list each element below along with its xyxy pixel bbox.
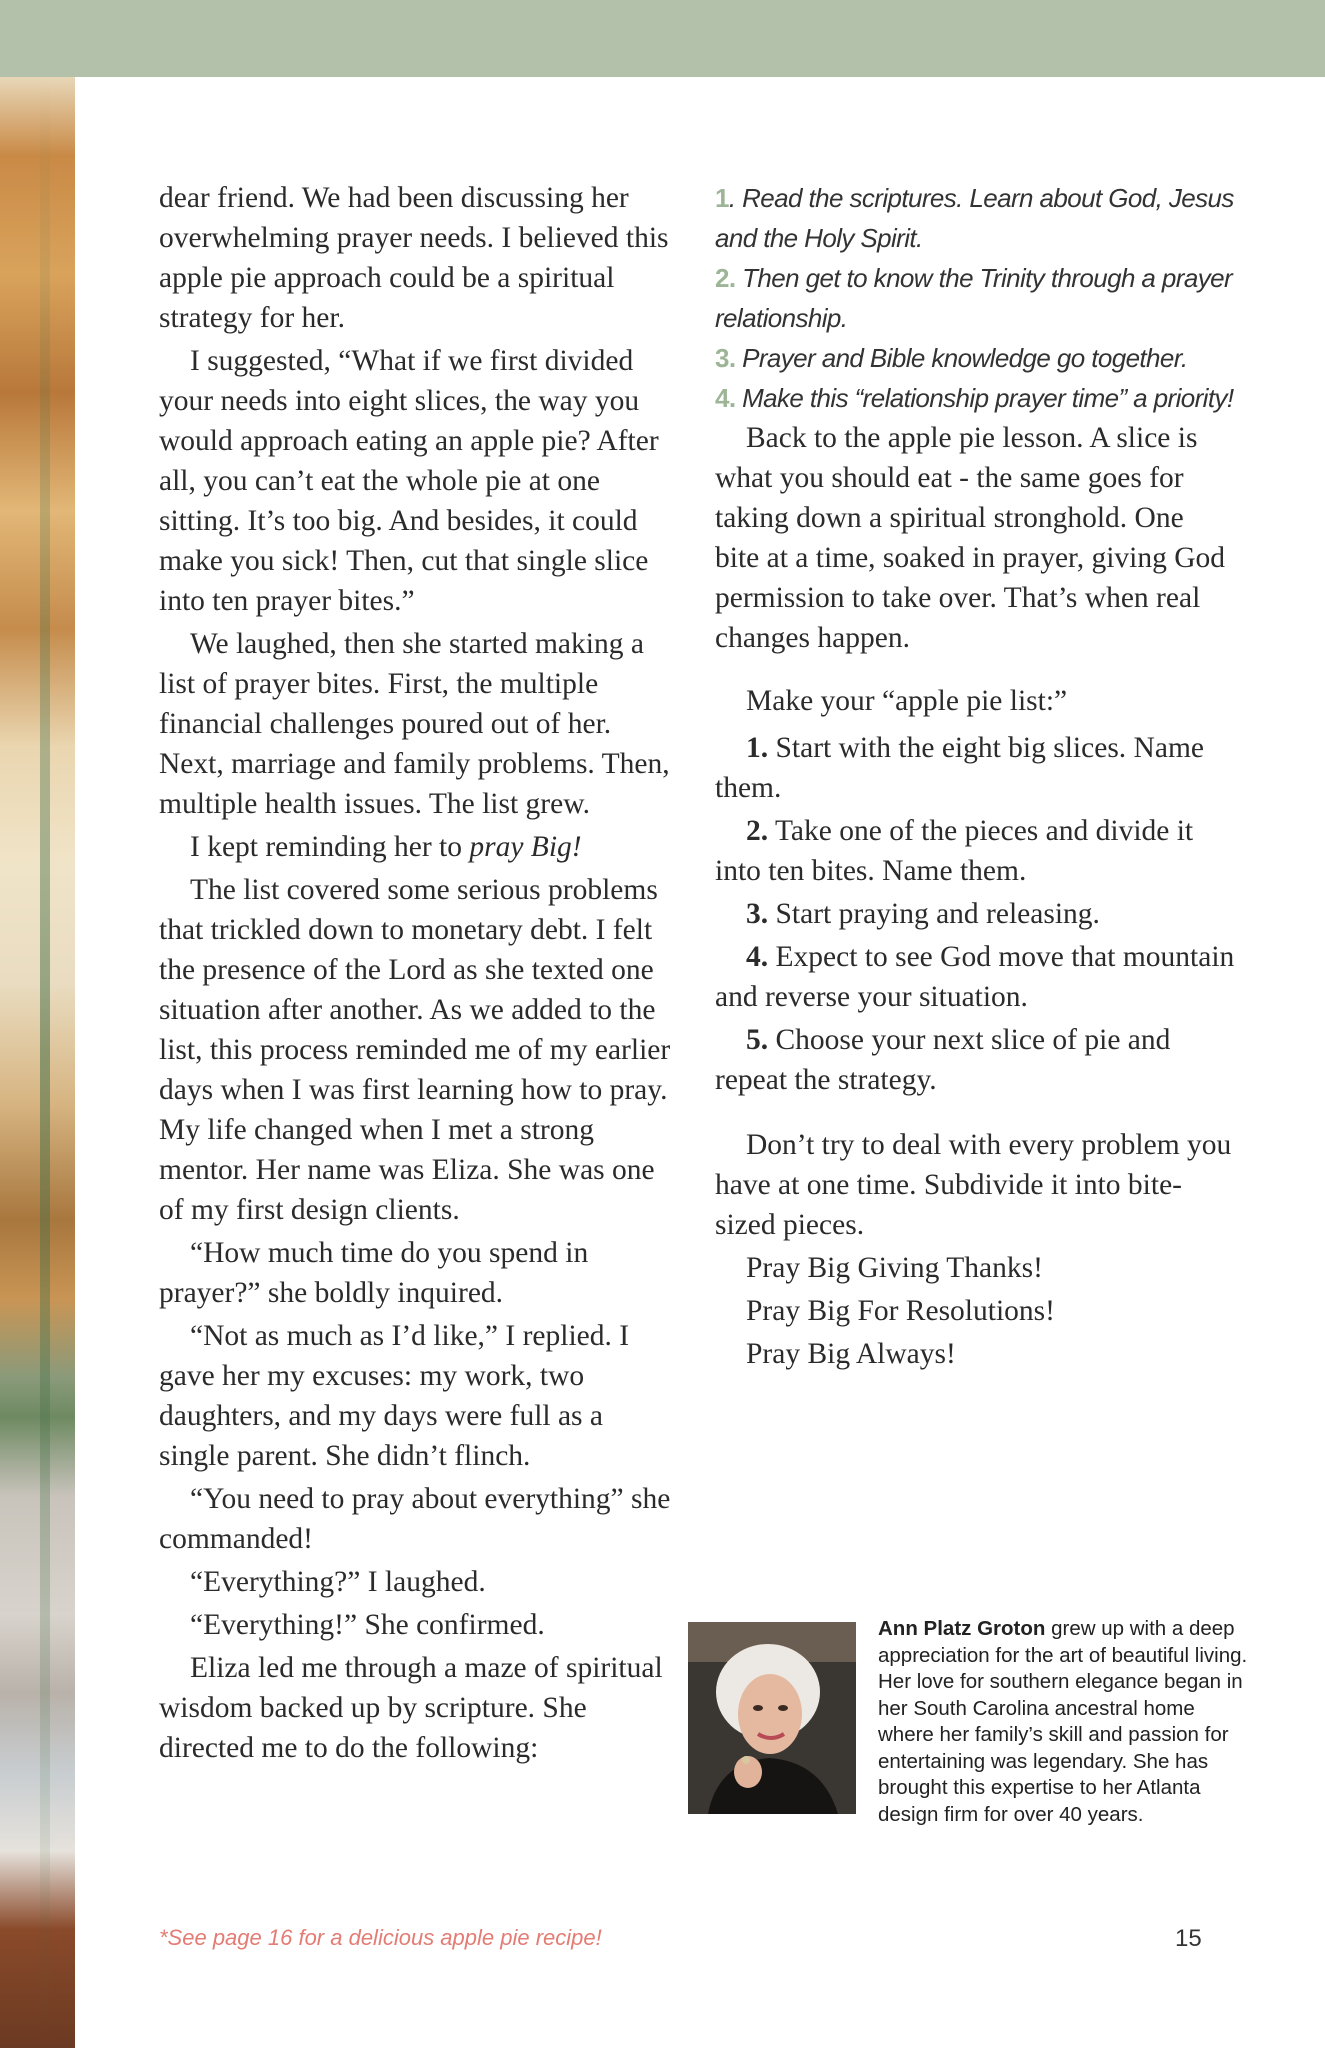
right-column (715, 178, 1235, 1377)
paragraph: “Everything?” I laughed. (190, 1566, 486, 1598)
paragraph-text: I kept reminding her to (190, 831, 470, 863)
author-photo (688, 1622, 856, 1814)
paragraph: Back to the apple pie lesson. A slice is what you should eat - the same goes for taking down a spiritual stronghold. One bite at a time, soaked in prayer, giving God permission to take over. That’s when real changes happen. (715, 422, 1226, 654)
list-text: Prayer and Bible knowledge go together. (735, 343, 1188, 373)
paragraph: Don’t try to deal with every problem you have at one time. Subdivide it into bite-sized pieces. (715, 1129, 1232, 1241)
list-number: 4. (715, 383, 736, 413)
paragraph: The list covered some serious problems that trickled down to monetary debt. I felt the presence of the Lord as she texted one situation after another. As we added to the list, this process reminded me of my earlier days when I was first learning how to pray. My life changed when I met a strong mentor. Her name was Eliza. She was one of my first design clients. (159, 874, 671, 1226)
list-text: Expect to see God move that mountain and reverse your situation. (715, 941, 1235, 1013)
paragraph: Make your “apple pie list:” (746, 685, 1068, 717)
author-bio-text: grew up with a deep appreciation for the art of beautiful living. Her love for southern elegance began in her South Carolina ancestral home where her family’s skill and passion for entertaining was legendary. She has brought this expertise to her Atlanta design firm for over 40 years. (878, 1617, 1248, 1826)
list-number: 3. (746, 898, 769, 930)
paragraph: I suggested, “What if we first divided your needs into eight slices, the way you would approach eating an apple pie? After all, you can’t eat the whole pie at one sitting. It’s too big. And besides, it could make you sick! Then, cut that single slice into ten prayer bites.” (159, 345, 659, 617)
list-separator: . (728, 183, 736, 213)
apple-pie-list-item (715, 937, 1235, 1017)
list-number: 2. (746, 815, 769, 847)
footnote: *See page 16 for a delicious apple pie recipe! (159, 1925, 602, 1950)
list-text: Then get to know the Trinity through a prayer relationship. (715, 263, 1233, 333)
closing-line: Pray Big Always! (746, 1338, 956, 1370)
paragraph: “Not as much as I’d like,” I replied. I gave her my excuses: my work, two daughters, and my days were full as a single parent. She didn’t flinch. (159, 1320, 630, 1472)
list-number: 4. (746, 941, 769, 973)
paragraph (159, 827, 679, 867)
author-bio (878, 1616, 1250, 1828)
left-column (159, 178, 679, 1771)
list-number: 3. (715, 343, 736, 373)
scripture-list-item (715, 258, 1235, 338)
list-text: Start praying and releasing. (768, 898, 1100, 930)
page-number: 15 (1175, 1925, 1202, 1952)
author-portrait-icon (688, 1622, 856, 1814)
list-number: 1. (746, 732, 769, 764)
list-text: Take one of the pieces and divide it into ten bites. Name them. (715, 815, 1194, 887)
apple-pie-list-item (715, 894, 1235, 934)
apple-pie-list-item (715, 728, 1235, 808)
apple-pie-list-item (715, 1020, 1235, 1100)
author-name: Ann Platz Groton (878, 1617, 1046, 1640)
apple-pie-list-item (715, 811, 1235, 891)
closing-line: Pray Big Giving Thanks! (746, 1252, 1043, 1284)
scripture-list-item (715, 178, 1235, 258)
paragraph: Eliza led me through a maze of spiritual wisdom backed up by scripture. She directed me to do the following: (159, 1652, 663, 1764)
list-text: Make this “relationship prayer time” a priority! (735, 383, 1234, 413)
paragraph: “You need to pray about everything” she commanded! (159, 1483, 671, 1555)
scripture-list-item (715, 338, 1235, 378)
scripture-list-item (715, 378, 1235, 418)
paragraph: “How much time do you spend in prayer?” she boldly inquired. (159, 1237, 589, 1309)
list-number: 2. (715, 263, 736, 293)
emphasis-text: pray Big! (469, 831, 582, 863)
paragraph: dear friend. We had been discussing her overwhelming prayer needs. I believed this apple pie approach could be a spiritual strategy for her. (159, 182, 669, 334)
top-color-bar (0, 0, 1325, 77)
list-text: Start with the eight big slices. Name them. (715, 732, 1204, 804)
paragraph: We laughed, then she started making a list of prayer bites. First, the multiple financial challenges poured out of her. Next, marriage and family problems. Then, multiple health issues. The list grew. (159, 628, 670, 820)
list-number: 1 (715, 183, 729, 213)
apple-pie-photo (0, 77, 75, 2048)
list-text: Read the scriptures. Learn about God, Jesus and the Holy Spirit. (715, 183, 1234, 253)
list-text: Choose your next slice of pie and repeat the strategy. (715, 1024, 1171, 1096)
closing-line: Pray Big For Resolutions! (746, 1295, 1055, 1327)
list-number: 5. (746, 1024, 769, 1056)
paragraph: “Everything!” She confirmed. (190, 1609, 545, 1641)
